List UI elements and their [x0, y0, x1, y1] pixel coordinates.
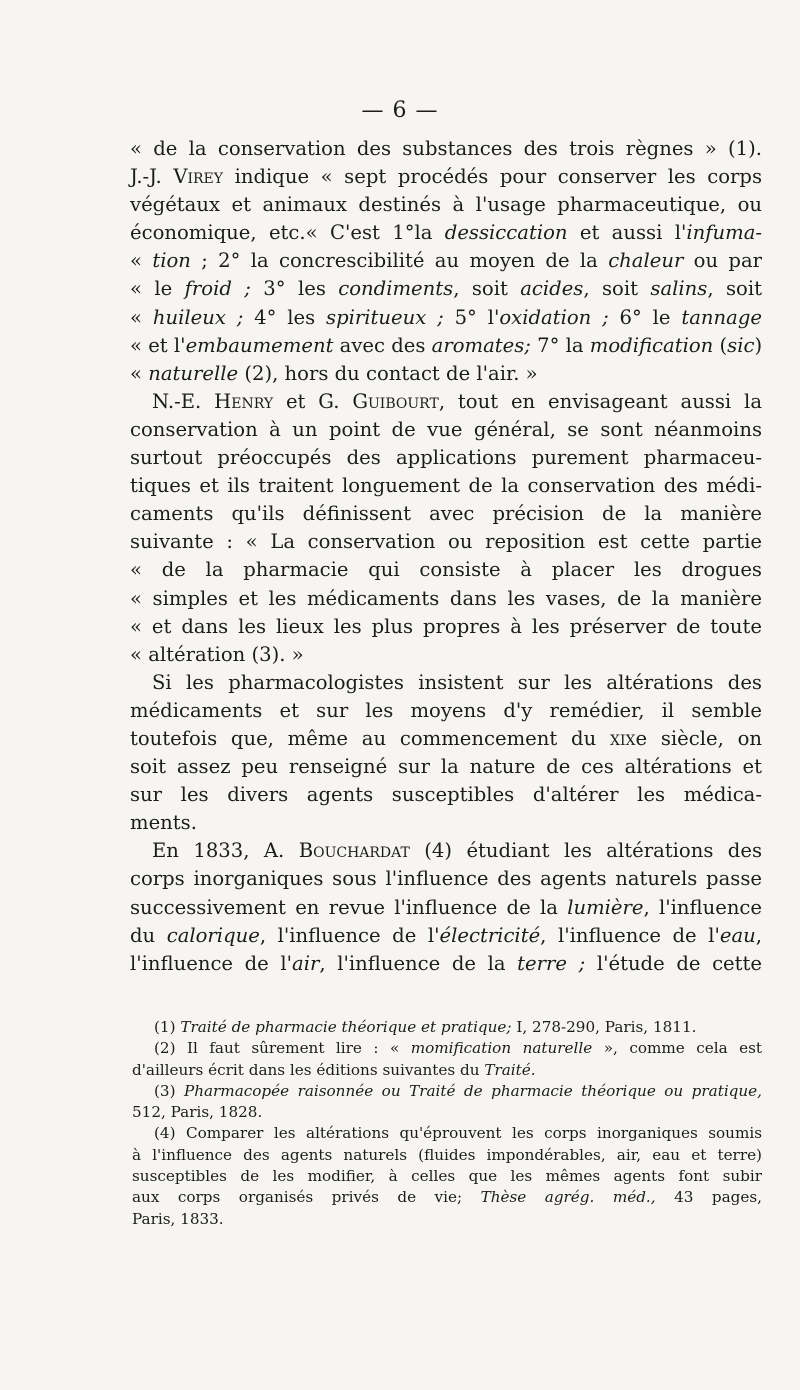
- text-segment: économique, etc.« C'est 1°la: [130, 221, 445, 245]
- text-segment: , soit: [453, 277, 521, 301]
- text-segment: « et dans les lieux les plus propres à les préserver de toute: [130, 614, 762, 638]
- footnote-line: [132, 1209, 762, 1230]
- text-segment: tannage: [681, 305, 762, 329]
- text-segment: En 1833, A.: [152, 839, 299, 863]
- body-line: [130, 416, 762, 444]
- body-line: [130, 444, 762, 472]
- text-segment: l'étude de cette: [585, 951, 762, 975]
- text-segment: à l'influence des agents naturels (fluides impondérables, air, eau et terre): [132, 1145, 762, 1164]
- text-segment: surtout préoccupés des applications purement pharmaceu-: [130, 446, 762, 470]
- text-segment: aromates;: [431, 333, 531, 357]
- text-segment: végétaux et animaux destinés à l'usage pharmaceutique, ou: [130, 193, 762, 217]
- body-line: [130, 360, 762, 388]
- text-segment: électricité: [439, 923, 541, 947]
- text-segment: 512, Paris, 1828.: [132, 1103, 263, 1122]
- body-line: [130, 472, 762, 500]
- text-segment: ments.: [130, 811, 197, 835]
- text-segment: salins: [650, 277, 708, 301]
- text-segment: ,: [755, 923, 762, 947]
- body-line: [130, 388, 762, 416]
- text-segment: (2), hors du contact de l'air. »: [238, 361, 538, 385]
- text-segment: air: [292, 951, 320, 975]
- text-segment: « simples et les médicaments dans les vases, de la manière: [130, 586, 762, 610]
- text-segment: conservation à un point de vue général, se sont néanmoins: [130, 417, 762, 441]
- text-segment: calorique: [166, 923, 260, 947]
- footnote-line: [132, 1017, 762, 1038]
- text-segment: (1): [154, 1018, 181, 1036]
- text-segment: embaumement: [185, 333, 334, 357]
- text-segment: 6° le: [608, 305, 682, 329]
- text-segment: acides: [520, 277, 584, 301]
- body-line: [130, 219, 762, 247]
- body-line: [130, 332, 762, 360]
- text-segment: , l'influence de l': [540, 923, 720, 947]
- text-segment: successivement en revue l'influence de la: [130, 895, 568, 919]
- text-segment: indique « sept procédés pour conserver les corps: [223, 165, 762, 189]
- text-segment: », comme cela est: [592, 1039, 762, 1058]
- text-segment: Paris, 1833.: [132, 1209, 224, 1228]
- body-line: [130, 613, 762, 641]
- text-segment: soit assez peu renseigné sur la nature de ces altérations et: [130, 755, 762, 779]
- text-segment: caments qu'ils définissent avec précision de la manière: [130, 502, 762, 526]
- text-segment: «: [130, 305, 153, 329]
- text-segment: eau: [719, 923, 756, 947]
- text-segment: l'influence de l': [130, 951, 293, 975]
- footnote-line: [132, 1166, 762, 1187]
- text-segment: momification naturelle: [410, 1039, 593, 1058]
- footnote-line: [132, 1187, 762, 1208]
- text-segment: naturelle: [148, 361, 239, 385]
- text-segment: aux corps organisés privés de vie;: [132, 1188, 481, 1207]
- text-segment: (: [713, 333, 728, 357]
- text-segment: I, 278-290, Paris, 1811.: [511, 1018, 697, 1036]
- body-line: [130, 669, 762, 697]
- footnote-line: [132, 1123, 762, 1144]
- body-line: [130, 641, 762, 669]
- text-segment: chaleur: [608, 249, 684, 273]
- text-segment: sic: [727, 333, 755, 357]
- text-segment: suivante : « La conservation ou reposition est cette partie: [130, 530, 762, 554]
- text-segment: susceptibles de les modifier, à celles que les mêmes agents font subir: [132, 1167, 762, 1186]
- body-line: [130, 556, 762, 584]
- body-line: [130, 725, 762, 753]
- text-segment: condiments: [338, 277, 454, 301]
- text-segment: « altération (3). »: [130, 642, 304, 666]
- body-line: [130, 922, 762, 950]
- text-segment: corps inorganiques sous l'influence des agents naturels passe: [130, 867, 762, 891]
- text-segment: Bouchardat: [298, 839, 410, 863]
- text-segment: médicaments et sur les moyens d'y remédier, il semble: [130, 698, 762, 722]
- text-segment: ): [754, 333, 763, 357]
- text-segment: (4) Comparer les altérations qu'éprouvent les corps inorganiques soumis: [154, 1124, 762, 1143]
- footnote-line: [132, 1102, 762, 1123]
- text-segment: Traité.: [484, 1060, 536, 1079]
- text-segment: «: [130, 249, 153, 273]
- text-segment: «: [130, 361, 149, 385]
- body-line: [130, 500, 762, 528]
- text-segment: J.-J.: [130, 165, 174, 189]
- body-line: [130, 865, 762, 893]
- body-line: [130, 585, 762, 613]
- text-segment: et G.: [273, 389, 353, 413]
- body-line: [130, 191, 762, 219]
- text-segment: 7° la: [530, 333, 590, 357]
- text-segment: , tout en envisageant aussi la: [438, 389, 763, 413]
- text-segment: 3° les: [250, 277, 339, 301]
- text-segment: Pharmacopée raisonnée ou Traité de pharmacie théorique ou pratique,: [183, 1081, 762, 1100]
- body-line: [130, 304, 762, 332]
- text-segment: avec des: [333, 333, 432, 357]
- text-segment: sur les divers agents susceptibles d'altérer les médica-: [130, 783, 762, 807]
- text-segment: e siècle, on: [635, 726, 762, 750]
- body-line: [130, 275, 762, 303]
- text-segment: (4) étudiant les altérations des: [409, 839, 762, 863]
- text-segment: , soit: [583, 277, 651, 301]
- text-segment: xix: [609, 726, 636, 750]
- text-segment: huileux ;: [152, 305, 244, 329]
- body-text: [130, 135, 762, 978]
- text-segment: N.-E.: [152, 389, 215, 413]
- text-segment: tiques et ils traitent longuement de la conservation des médi-: [130, 474, 762, 498]
- text-segment: infuma-: [686, 221, 762, 245]
- text-segment: , l'influence de la: [319, 951, 518, 975]
- text-segment: Guibourt: [352, 389, 439, 413]
- text-segment: , soit: [707, 277, 762, 301]
- footnotes: [132, 1017, 762, 1230]
- text-segment: toutefois que, même au commencement du: [130, 726, 610, 750]
- text-segment: lumière: [567, 895, 644, 919]
- body-line: [130, 163, 762, 191]
- text-segment: Si les pharmacologistes insistent sur les altérations des: [152, 670, 762, 694]
- body-line: [130, 950, 762, 978]
- text-segment: 43 pages,: [655, 1188, 762, 1207]
- body-line: [130, 697, 762, 725]
- body-line: [130, 837, 762, 865]
- body-line: [130, 247, 762, 275]
- body-line: [130, 753, 762, 781]
- page-number: — 6 —: [361, 98, 439, 123]
- footnote-line: [132, 1145, 762, 1166]
- text-segment: 4° les: [243, 305, 327, 329]
- text-segment: Henry: [214, 389, 274, 413]
- body-line: [130, 894, 762, 922]
- body-line: [130, 135, 762, 163]
- footnote-line: [132, 1081, 762, 1102]
- text-segment: spiritueux ;: [326, 305, 444, 329]
- text-segment: Thèse agrég. méd.,: [480, 1188, 656, 1207]
- text-segment: Traité de pharmacie théorique et pratique;: [180, 1018, 512, 1036]
- text-segment: 5° l': [443, 305, 500, 329]
- text-segment: dessiccation: [444, 221, 568, 245]
- body-line: [130, 781, 762, 809]
- text-segment: oxidation ;: [499, 305, 609, 329]
- text-segment: « le: [130, 277, 185, 301]
- text-segment: du: [130, 923, 167, 947]
- text-segment: (3): [154, 1081, 184, 1100]
- text-segment: , l'influence: [643, 895, 763, 919]
- text-segment: (2) Il faut sûrement lire : «: [154, 1039, 411, 1058]
- text-segment: « de la conservation des substances des trois règnes » (1).: [130, 137, 762, 160]
- footnote-line: [132, 1060, 762, 1081]
- text-segment: Virey: [173, 165, 224, 189]
- text-segment: , l'influence de l': [259, 923, 440, 947]
- text-segment: modification: [589, 333, 714, 357]
- text-segment: terre ;: [517, 951, 586, 975]
- text-segment: ou par: [683, 249, 762, 273]
- text-segment: ; 2° la concrescibilité au moyen de la: [190, 249, 609, 273]
- text-segment: froid ;: [184, 277, 251, 301]
- text-segment: et aussi l': [567, 221, 687, 245]
- body-line: [130, 809, 762, 837]
- text-segment: « et l': [130, 333, 186, 357]
- text-segment: d'ailleurs écrit dans les éditions suivantes du: [132, 1060, 485, 1079]
- text-segment: tion: [152, 249, 191, 273]
- text-segment: « de la pharmacie qui consiste à placer les drogues: [130, 558, 762, 582]
- body-line: [130, 528, 762, 556]
- footnote-line: [132, 1038, 762, 1059]
